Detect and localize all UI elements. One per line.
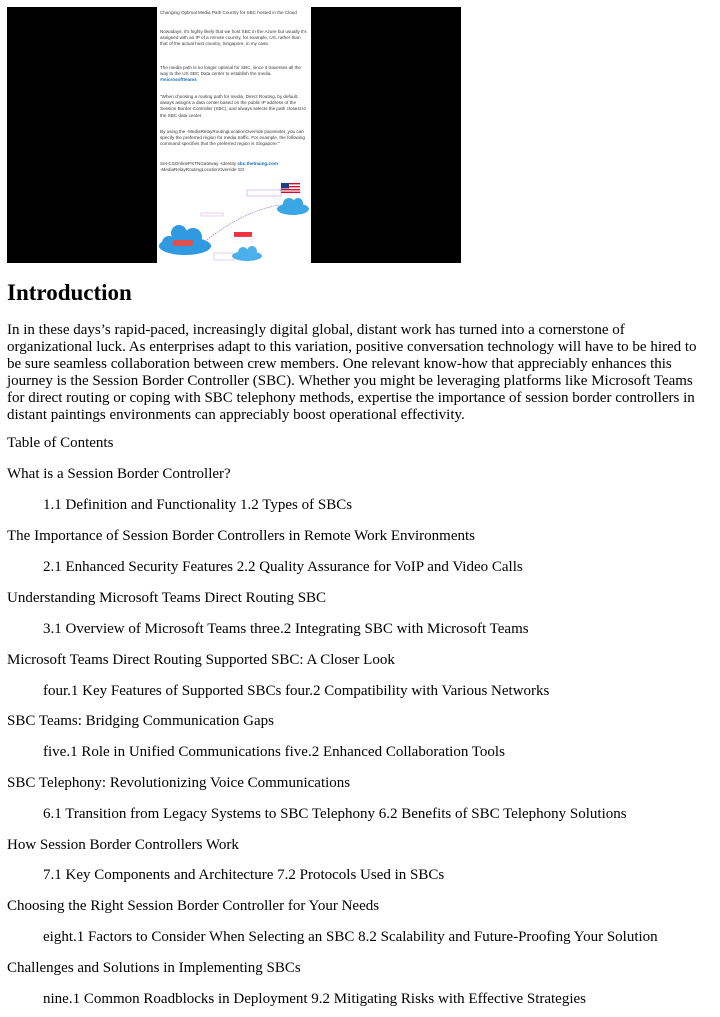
- hero-header: Changing Optimal Media Path Country for SBC hosted in the Cloud: [160, 10, 297, 15]
- sg-flag-icon: [234, 232, 252, 242]
- toc-item-title: Challenges and Solutions in Implementing SBCs: [7, 960, 301, 976]
- toc-item-title: SBC Telephony: Revolutionizing Voice Communications: [7, 775, 351, 791]
- toc-item-title: The Importance of Session Border Controllers in Remote Work Environments: [7, 528, 476, 544]
- hero-cmd-host: sbc.thetnaing.com: [237, 161, 278, 166]
- network-diagram: [157, 177, 311, 263]
- toc-item-subsections: 7.1 Key Components and Architecture 7.2 Protocols Used in SBCs: [43, 867, 445, 883]
- hero-cmd1: Set-CSOnlinePSTNGateway -Identity: [160, 161, 237, 166]
- toc-item-title: SBC Teams: Bridging Communication Gaps: [7, 713, 275, 729]
- toc-item-subsections: eight.1 Factors to Consider When Selecting an SBC 8.2 Scalability and Future-Proofing Your Solution: [43, 929, 658, 945]
- us-cloud-icon: [277, 198, 309, 215]
- hero-hashtag: #microsoftteams: [160, 77, 197, 83]
- toc-title: Table of Contents: [7, 435, 114, 451]
- hero-para4: By using the -MediaRelayRoutingLocationOverride parameter, you can specify the preferred region for media traffic. For example, the following command specifies that the preferred region is Singapore:": [160, 129, 305, 147]
- us-flag-icon: [281, 183, 300, 193]
- sg-cloud-icon: [232, 246, 262, 261]
- toc-item-subsections: four.1 Key Features of Supported SBCs four.2 Compatibility with Various Networks: [43, 683, 550, 699]
- toc-item-subsections: 3.1 Overview of Microsoft Teams three.2 Integrating SBC with Microsoft Teams: [43, 621, 529, 637]
- toc-item-subsections: 6.1 Transition from Legacy Systems to SBC Telephony 6.2 Benefits of SBC Telephony Solutions: [43, 806, 627, 822]
- toc-item-title: Understanding Microsoft Teams Direct Routing SBC: [7, 590, 327, 606]
- hero-cmd2: -MediaRelayRoutingLocationOverride SG: [160, 167, 245, 173]
- toc-item-title: How Session Border Controllers Work: [7, 837, 239, 853]
- hero-post-screenshot: [157, 7, 311, 263]
- hero-para2: The media path is no longer optimal for SBC, since it traverses all the way to the US SBC Data center to establish the media.: [160, 65, 301, 77]
- toc-item-subsections: 2.1 Enhanced Security Features 2.2 Quality Assurance for VoIP and Video Calls: [43, 559, 523, 575]
- hero-para1: Nowadays, it's highly likely that we host SBC in the Azure but usually it's assigned with an IP of a remote country, for example, US, rather than that of the actual host country, Singapore, in my case.: [160, 29, 307, 47]
- hero-image: [7, 7, 461, 263]
- toc-item-title: What is a Session Border Controller?: [7, 466, 231, 482]
- intro-paragraph: In in these days’s rapid-paced, increasingly digital global, distant work has turned into a cornerstone of organizational luck. As enterprises adapt to this variation, positive conversation technology will have to be hired to be sure seamless collaboration between crew members. One relevant know-how that appreciably enhances this journey is the Session Border Controller (SBC). Whether you might be leveraging platforms like Microsoft Teams for direct routing or coping with SBC telephony methods, expertise the importance of session border controllers in distant paintings environments can appreciably boost operational effectivity.: [7, 322, 697, 423]
- toc-item-title: Microsoft Teams Direct Routing Supported SBC: A Closer Look: [7, 652, 395, 668]
- section-heading: Introduction: [7, 280, 132, 305]
- toc-item-subsections: five.1 Role in Unified Communications five.2 Enhanced Collaboration Tools: [43, 744, 505, 760]
- toc-item-subsections: 1.1 Definition and Functionality 1.2 Types of SBCs: [43, 497, 353, 513]
- toc-item-subsections: nine.1 Common Roadblocks in Deployment 9.2 Mitigating Risks with Effective Strategies: [43, 991, 586, 1007]
- toc-item-title: Choosing the Right Session Border Controller for Your Needs: [7, 898, 380, 914]
- hero-para3: "When choosing a routing path for media, Direct Routing, by default, always assigns a data center based on the public IP address of the Session Border Controller (SBC), and always selects the path closest to the SBC data center.: [160, 94, 307, 118]
